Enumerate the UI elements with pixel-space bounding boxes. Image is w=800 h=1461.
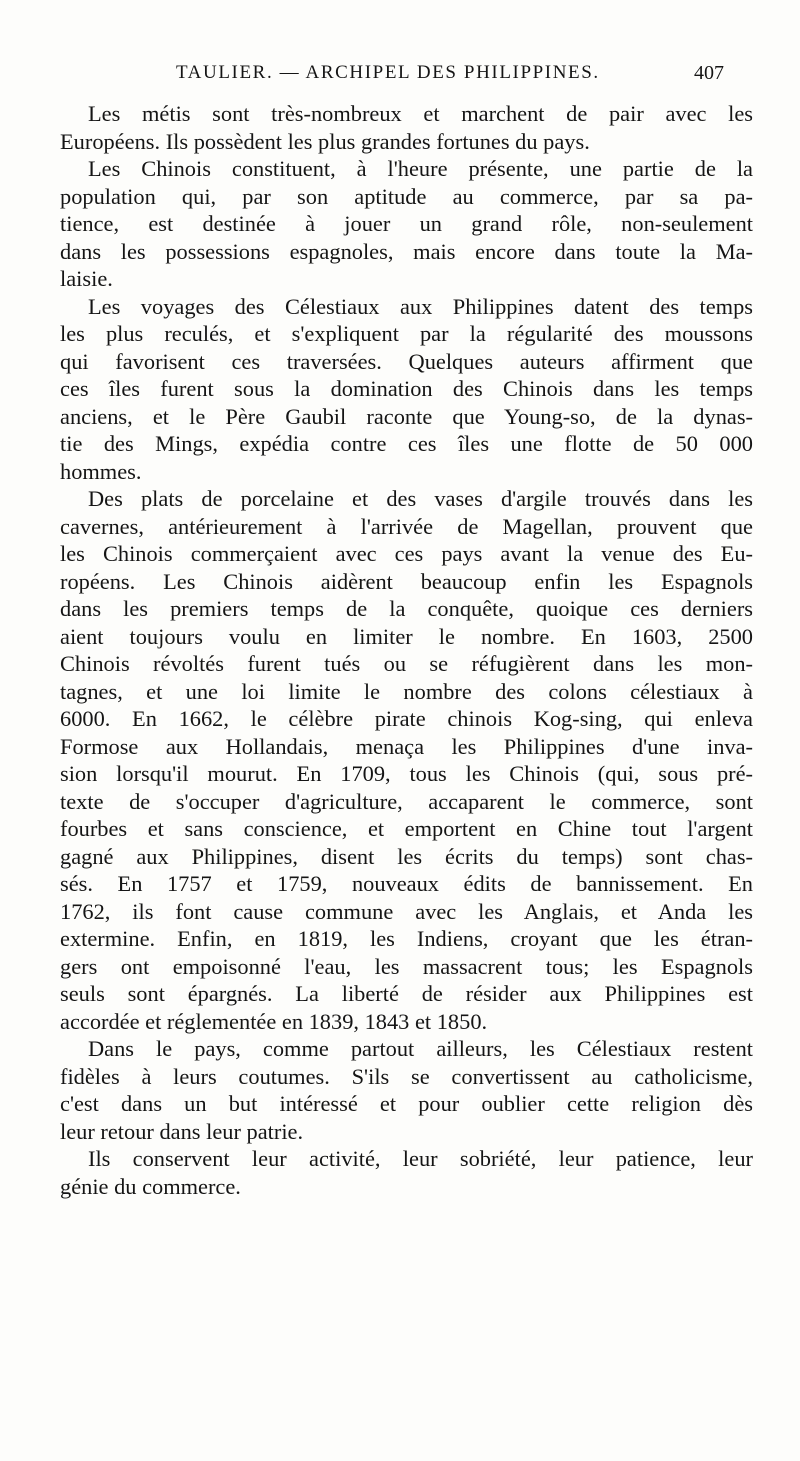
text-line: seuls sont épargnés. La liberté de résider aux Philippines est [60,981,753,1006]
text-line: ces îles furent sous la domination des Chinois dans les temps [60,376,753,401]
text-line: Chinois révoltés furent tués ou se réfugièrent dans les mon- [60,651,753,676]
text-line: génie du commerce. [60,1173,241,1199]
running-title: TAULIER. — ARCHIPEL DES PHILIPPINES. [176,62,600,83]
text-line: leur retour dans leur patrie. [60,1118,304,1144]
text-line: 6000. En 1662, le célèbre pirate chinois Kog-sing, qui enleva [60,706,753,731]
text-line: les plus reculés, et s'expliquent par la régularité des moussons [60,321,753,346]
text-line: tagnes, et une loi limite le nombre des colons célestiaux à [60,678,753,704]
text-line: Les Chinois constituent, à l'heure présente, une partie de la [88,156,753,181]
text-line: extermine. Enfin, en 1819, les Indiens, croyant que les étran- [60,926,753,951]
text-line: 1762, ils font cause commune avec les Anglais, et Anda les [60,898,753,924]
text-line: laisie. [60,266,113,291]
text-line: anciens, et le Père Gaubil raconte que Young-so, de la dynas- [60,403,753,429]
text-line: gers ont empoisonné l'eau, les massacrent tous; les Espagnols [60,953,753,979]
text-line: Ils conservent leur activité, leur sobriété, leur patience, leur [88,1146,753,1171]
page-number: 407 [694,62,724,84]
text-line: hommes. [60,458,142,484]
text-line: qui favorisent ces traversées. Quelques auteurs affirment que [60,348,753,374]
paragraph [60,155,753,293]
text-line: fidèles à leurs coutumes. S'ils se convertissent au catholicisme, [60,1063,753,1089]
text-line: fourbes et sans conscience, et emportent en Chine tout l'argent [60,816,753,841]
paragraph [60,293,753,486]
paragraph [60,1145,753,1200]
text-line: dans les possessions espagnoles, mais encore dans toute la Ma- [60,238,753,264]
paragraph [60,100,753,155]
text-line: tience, est destinée à jouer un grand rôle, non-seulement [60,211,753,236]
text-line: sion lorsqu'il mourut. En 1709, tous les Chinois (qui, sous pré- [60,761,753,786]
text-line: population qui, par son aptitude au commerce, par sa pa- [60,183,753,209]
text-line: Les métis sont très-nombreux et marchent de pair avec les [88,101,753,126]
text-line: Formose aux Hollandais, menaça les Philippines d'une inva- [60,733,753,759]
paragraph [60,1035,753,1145]
paragraph [60,485,753,1035]
text-line: texte de s'occuper d'agriculture, accaparent le commerce, sont [60,788,753,814]
text-line: Les voyages des Célestiaux aux Philippines datent des temps [88,293,753,319]
text-line: les Chinois commerçaient avec ces pays avant la venue des Eu- [60,541,753,566]
text-line: c'est dans un but intéressé et pour oublier cette religion dès [60,1091,753,1116]
text-line: aient toujours voulu en limiter le nombre. En 1603, 2500 [60,623,753,649]
text-line: Dans le pays, comme partout ailleurs, les Célestiaux restent [88,1036,753,1061]
running-head [0,62,800,90]
text-line: Des plats de porcelaine et des vases d'argile trouvés dans les [88,486,753,511]
text-line: gagné aux Philippines, disent les écrits du temps) sont chas- [60,843,753,869]
text-line: dans les premiers temps de la conquête, quoique ces derniers [60,596,753,621]
text-line: sés. En 1757 et 1759, nouveaux édits de bannissement. En [60,871,753,896]
text-line: ropéens. Les Chinois aidèrent beaucoup enfin les Espagnols [60,568,753,594]
text-line: accordée et réglementée en 1839, 1843 et 1850. [60,1008,488,1034]
text-line: cavernes, antérieurement à l'arrivée de Magellan, prouvent que [60,513,753,539]
body-text [60,100,753,1200]
text-line: tie des Mings, expédia contre ces îles une flotte de 50 000 [60,431,753,456]
text-line: Européens. Ils possèdent les plus grandes fortunes du pays. [60,128,590,154]
